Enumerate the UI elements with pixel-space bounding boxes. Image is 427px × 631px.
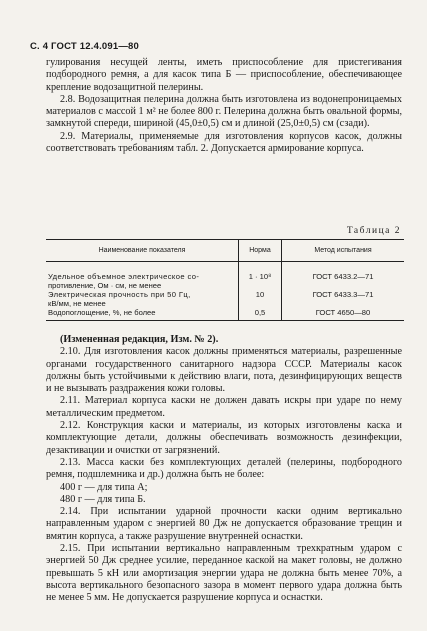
paragraph-2-8: 2.8. Водозащитная пелерина должна быть изготовлена из водонепроницаемых материалов с массой 1 м² не более 800 г. Пелерина должна быть овальной формы, замкнутой спереди, шириной (45,0±0,5) см и длиной (25,0±0,5) см (сзади). (46, 93, 402, 130)
text-block-lower (46, 334, 402, 605)
table-caption: Таблица 2 (346, 226, 401, 236)
paragraph-2-9: 2.9. Материалы, применяемые для изготовления корпусов касок, должны соответствовать требованиям табл. 2. Допускается армирование корпуса. (46, 130, 402, 155)
cell-name: Удельное объемное электрическое со- противление, Ом · см, не менее (48, 272, 200, 290)
cell-method: ГОСТ 4650—80 (282, 308, 405, 321)
paragraph-2-11: 2.11. Материал корпуса каски не должен давать искры при ударе по нему металлическим предметом. (46, 395, 402, 419)
page-header: С. 4 ГОСТ 12.4.091—80 (30, 41, 140, 52)
mass-type-b: 480 г — для типа Б. (60, 493, 146, 505)
paragraph-2-13: 2.13. Масса каски без комплектующих деталей (пелерины, подбородного ремня, подшлемника и др.) должна быть не более: (46, 456, 402, 481)
cell-method: ГОСТ 6433.2—71 (312, 272, 374, 281)
cell-norm: 10 (239, 290, 282, 308)
column-header-norm: Норма (239, 240, 282, 262)
table-row (46, 262, 404, 291)
cell-name: Водопоглощение, %, не более (46, 308, 239, 321)
paragraph-2-12: 2.12. Конструкция каски и материалы, из которых изготовлены каска и комплектующие детали, должны обеспечивать возможность дезинфекции, дезактивации и очистки от загрязнений. (46, 420, 402, 456)
mass-type-a: 400 г — для типа А; (60, 481, 148, 493)
table-row (46, 308, 404, 321)
cell-norm: 1 · 10⁸ (239, 262, 282, 291)
revision-note: (Измененная редакция, Изм. № 2). (60, 334, 219, 345)
cell-norm: 0,5 (239, 308, 282, 321)
paragraph-2-14: 2.14. При испытании ударной прочности каски одним вертикально направленным ударом с энергией 80 Дж не допускается образование трещин и вмятин корпуса, а также разрушение внутренней оснастки. (46, 506, 402, 542)
column-header-method: Метод испытания (282, 240, 405, 262)
cell-method: ГОСТ 6433.3—71 (312, 290, 374, 299)
materials-table (46, 239, 404, 321)
paragraph-continuation: гулирования несущей ленты, иметь приспособление для пристегивания подбородного ремня, а для касок типа Б — приспособление, обеспечивающее крепление водозащитной пелерины. (46, 57, 402, 93)
column-header-name: Наименование показателя (46, 240, 239, 262)
paragraph-2-10: 2.10. Для изготовления касок должны применяться материалы, разрешенные органами государственного санитарного надзора СССР. Материалы касок должны быть устойчивыми к действию влаги, пота, дезинфицирующих веществ и не вызывать раздражения кожи головы. (46, 346, 402, 395)
text-block-upper (46, 57, 402, 155)
cell-name: Электрическая прочность при 50 Гц, кВ/мм, не менее (48, 290, 191, 308)
table-row (46, 290, 404, 308)
paragraph-2-15: 2.15. При испытании вертикально направленным трехкратным ударом с энергией 50 Дж среднее усилие, переданное каской на макет головы, не должно превышать 5 кН или амортизация энергии удара не должна быть менее 70%, а высота вертикального безопасного зазора в момент первого удара должна быть не менее 5 мм. Не допускается разрушение корпуса и оснастки. (46, 543, 402, 604)
